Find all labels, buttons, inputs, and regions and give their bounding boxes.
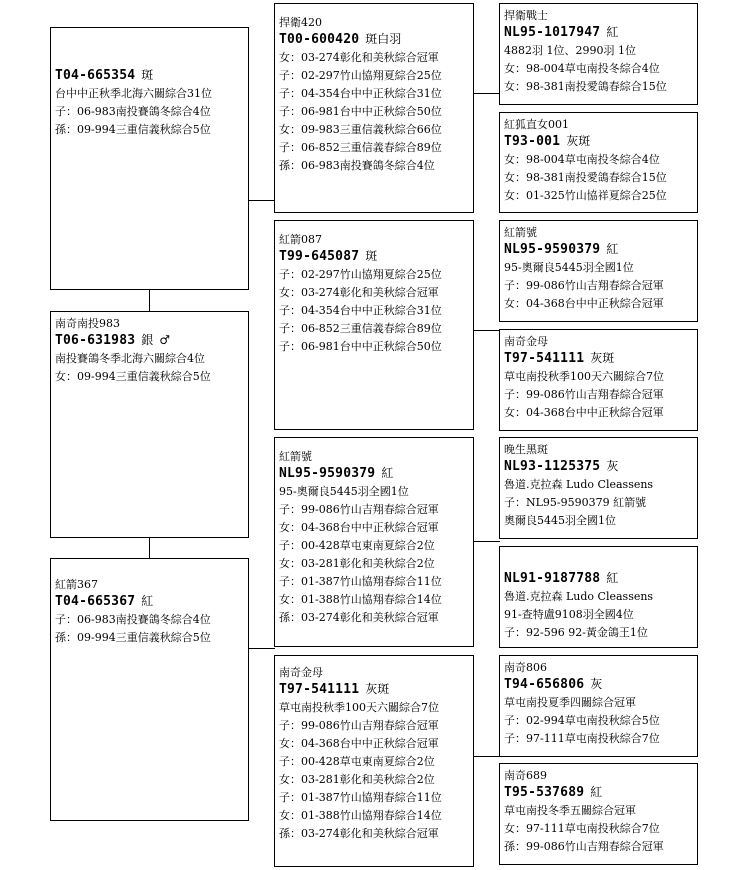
connector [149, 537, 150, 559]
connector [473, 93, 500, 94]
male-icon: ♂ [159, 333, 171, 347]
record-line: 女：01-325竹山協祥夏綜合25位 [504, 189, 667, 202]
bird-name: 南奇806 [504, 661, 547, 674]
record-line: 子：99-086竹山吉翔春綜合冠軍 [504, 279, 664, 292]
record-line: 奧爾良5445羽全國1位 [504, 514, 616, 527]
record-line: 女：97-111草屯南投秋綜合7位 [504, 822, 660, 835]
record-line: 女：04-368台中中正秋綜合冠軍 [279, 737, 439, 750]
pedigree-node-g1-2[interactable] [50, 311, 249, 538]
bird-name: 紅狐直女001 [504, 118, 569, 131]
record-line: 女：03-281彰化和美秋綜合2位 [279, 557, 435, 570]
pedigree-node-g3-3[interactable] [499, 220, 698, 322]
record-line: 台中中正秋季北海六關綜合31位 [55, 87, 212, 100]
ring-number-row: T95-537689 紅 [504, 785, 603, 800]
ring-number-row: T04-665367 紅 [55, 594, 154, 609]
record-line: 子：99-086竹山吉翔春綜合冠軍 [504, 388, 664, 401]
ring-number-row: T97-541111 灰斑 [504, 351, 615, 366]
connector [248, 648, 275, 649]
pedigree-node-g3-6[interactable] [499, 546, 698, 648]
record-line: 子：02-994草屯南投秋綜合5位 [504, 714, 660, 727]
ring-number-row: T00-600420 斑白羽 [279, 32, 402, 47]
pedigree-node-g2-3[interactable] [274, 437, 474, 647]
ring-number-row: NL93-1125375 灰 [504, 459, 619, 474]
pedigree-node-g2-2[interactable] [274, 220, 474, 430]
record-line: 子：99-086竹山吉翔春綜合冠軍 [279, 719, 439, 732]
record-line: 子：01-387竹山協翔春綜合11位 [279, 575, 442, 588]
record-line: 子：02-297竹山協翔夏綜合25位 [279, 268, 442, 281]
record-line: 子：92-596 92-黃金鴿王1位 [504, 626, 648, 639]
record-line: 女：98-381南投愛鴿春綜合15位 [504, 171, 667, 184]
record-line: 女：01-388竹山協翔春綜合14位 [279, 593, 442, 606]
bird-name: 紅箭367 [55, 578, 98, 591]
pedigree-node-g1-1[interactable] [50, 27, 249, 290]
record-line: 子：06-981台中中正秋綜合50位 [279, 340, 442, 353]
connector [473, 541, 500, 542]
record-line: 魯道.克拉森 Ludo Cleassens [504, 590, 654, 603]
record-line: 子：06-983南投賽鴿冬綜合4位 [55, 613, 211, 626]
record-line: 女：04-368台中中正秋綜合冠軍 [279, 521, 439, 534]
record-line: 子：01-387竹山協翔春綜合11位 [279, 791, 442, 804]
record-line: 魯道.克拉森 Ludo Cleassens [504, 478, 654, 491]
ring-number-row: T93-001 灰斑 [504, 134, 591, 149]
record-line: 子：00-428草屯東南夏綜合2位 [279, 755, 435, 768]
record-line: 女：04-368台中中正秋綜合冠軍 [504, 406, 664, 419]
pedigree-node-g3-1[interactable] [499, 3, 698, 105]
ring-number-row: NL91-9187788 紅 [504, 571, 619, 586]
bird-name: 南奇689 [504, 769, 547, 782]
record-line: 子：06-981台中中正秋綜合50位 [279, 105, 442, 118]
record-line: 孫：03-274彰化和美秋綜合冠軍 [279, 611, 439, 624]
record-line: 子：04-354台中中正秋綜合31位 [279, 304, 442, 317]
pedigree-node-g3-7[interactable] [499, 655, 698, 757]
pedigree-node-g1-3[interactable] [50, 558, 249, 821]
record-line: 草屯南投秋季100天六關綜合7位 [279, 701, 439, 714]
record-line: 子：02-297竹山協翔夏綜合25位 [279, 69, 442, 82]
record-line: 女：98-004草屯南投冬綜合4位 [504, 153, 660, 166]
record-line: 子：99-086竹山吉翔春綜合冠軍 [279, 503, 439, 516]
bird-name: 捍衛戰士 [504, 9, 548, 22]
pedigree-node-g2-4[interactable] [274, 655, 474, 867]
pedigree-node-g3-5[interactable] [499, 437, 698, 539]
record-line: 孫：03-274彰化和美秋綜合冠軍 [279, 827, 439, 840]
connector [473, 756, 500, 757]
record-line: 孫：09-994三重信義秋綜合5位 [55, 123, 211, 136]
record-line: 女：01-388竹山協翔春綜合14位 [279, 809, 442, 822]
record-line: 女：03-274彰化和美秋綜合冠軍 [279, 51, 439, 64]
bird-name: 南奇金母 [279, 666, 323, 679]
connector [473, 330, 500, 331]
record-line: 子：04-354台中中正秋綜合31位 [279, 87, 442, 100]
record-line: 子：06-852三重信義春綜合89位 [279, 322, 442, 335]
ring-number-row: T99-645087 斑 [279, 249, 378, 264]
bird-name: 紅箭號 [279, 450, 312, 463]
ring-number-row: NL95-1017947 紅 [504, 25, 619, 40]
record-line: 子：06-852三重信義春綜合89位 [279, 141, 442, 154]
bird-name: 紅箭087 [279, 233, 322, 246]
ring-number-row: T94-656806 灰 [504, 677, 603, 692]
record-line: 孫：09-994三重信義秋綜合5位 [55, 631, 211, 644]
record-line: 女：98-004草屯南投冬綜合4位 [504, 62, 660, 75]
ring-number-row: T04-665354 斑 [55, 68, 154, 83]
record-line: 女：98-381南投愛鴿春綜合15位 [504, 80, 667, 93]
bird-name: 晚生黑斑 [504, 443, 548, 456]
bird-name: 捍衛420 [279, 16, 322, 29]
record-line: 女：09-983三重信義秋綜合66位 [279, 123, 442, 136]
pedigree-node-g3-4[interactable] [499, 329, 698, 431]
record-line: 子：NL95-9590379 紅箭號 [504, 496, 647, 509]
record-line: 孫：06-983南投賽鴿冬綜合4位 [279, 159, 435, 172]
record-line: 95-奧爾良5445羽全國1位 [504, 261, 634, 274]
record-line: 女：03-274彰化和美秋綜合冠軍 [279, 286, 439, 299]
record-line: 女：09-994三重信義秋綜合5位 [55, 370, 211, 383]
ring-number-row: NL95-9590379 紅 [504, 242, 619, 257]
bird-name: 南奇金母 [504, 335, 548, 348]
record-line: 草屯南投夏季四關綜合冠軍 [504, 696, 636, 709]
pedigree-node-g2-1[interactable] [274, 3, 474, 213]
record-line: 女：03-281彰化和美秋綜合2位 [279, 773, 435, 786]
record-line: 子：97-111草屯南投秋綜合7位 [504, 732, 660, 745]
record-line: 4882羽 1位、2990羽 1位 [504, 44, 636, 57]
record-line: 草屯南投秋季100天六關綜合7位 [504, 370, 664, 383]
pedigree-node-g3-2[interactable] [499, 112, 698, 213]
ring-number-row: NL95-9590379 紅 [279, 466, 394, 481]
ring-number-row: T06-631983 銀 ♂ [55, 333, 171, 348]
ring-number-row: T97-541111 灰斑 [279, 682, 390, 697]
record-line: 91-查特盧9108羽全國4位 [504, 608, 634, 621]
connector [149, 289, 150, 312]
record-line: 子：06-983南投賽鴿冬綜合4位 [55, 105, 211, 118]
record-line: 南投賽鴿冬季北海六關綜合4位 [55, 352, 205, 365]
record-line: 女：04-368台中中正秋綜合冠軍 [504, 297, 664, 310]
record-line: 草屯南投冬季五關綜合冠軍 [504, 804, 636, 817]
record-line: 95-奧爾良5445羽全國1位 [279, 485, 409, 498]
bird-name: 南奇南投983 [55, 317, 120, 330]
record-line: 孫：99-086竹山吉翔春綜合冠軍 [504, 840, 664, 853]
record-line: 子：00-428草屯東南夏綜合2位 [279, 539, 435, 552]
bird-name: 紅箭號 [504, 226, 537, 239]
connector [248, 200, 275, 201]
pedigree-node-g3-8[interactable] [499, 763, 698, 865]
